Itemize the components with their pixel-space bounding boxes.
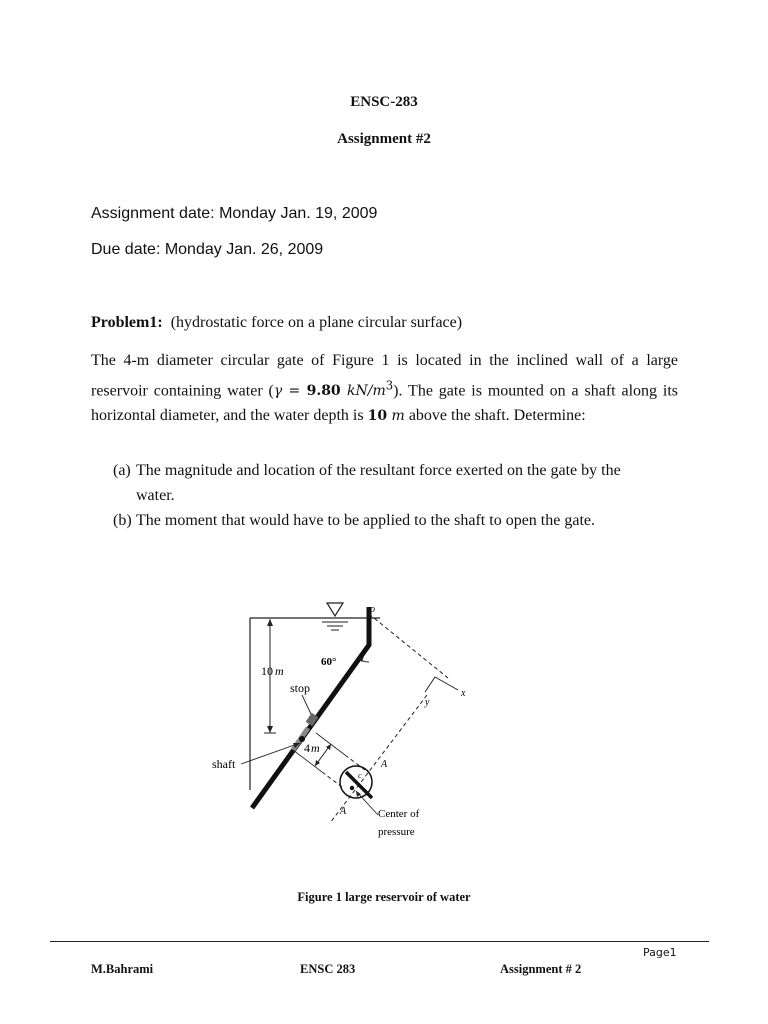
stop-block bbox=[309, 715, 315, 724]
point-a-top-label: A bbox=[381, 759, 388, 770]
axis-x-label: x bbox=[461, 688, 466, 699]
gamma-equation: γ = 9.80 $kN/m^3$ bbox=[273, 378, 394, 400]
problem-subtitle: (hydrostatic force on a plane circular surface) bbox=[170, 314, 463, 331]
footer-assignment: Assignment # 2 bbox=[500, 962, 582, 976]
shaft-label: shaft bbox=[212, 757, 236, 771]
xy-axes bbox=[425, 677, 458, 692]
depth-label: 10 m bbox=[261, 664, 284, 678]
depth-value: 10 m bbox=[367, 407, 405, 424]
due-date: Due date: Monday Jan. 26, 2009 bbox=[91, 241, 324, 258]
axis-y-label: y bbox=[425, 697, 430, 708]
question-b: (b) The moment that would have to be applied to the shaft to open the gate. bbox=[113, 509, 679, 534]
center-of-pressure-label-1: Center of bbox=[378, 808, 420, 820]
center-of-pressure-point bbox=[350, 786, 354, 790]
stop-label: stop bbox=[290, 681, 311, 695]
diameter-label: 4m bbox=[304, 741, 320, 755]
question-b-label: (b) bbox=[113, 512, 132, 529]
problem-statement: The 4-m diameter circular gate of Figure 1 is located in the inclined wall of a large reservoir containing water (γ = 9.80 $kN/m^3$). The gate is mounted on a shaft along its horizontal diameter, and the water depth is 10 m above the shaft. Determine: bbox=[91, 352, 678, 424]
origin-label: o bbox=[370, 604, 375, 615]
page-number: Page1 bbox=[643, 946, 677, 959]
problem-heading bbox=[91, 314, 462, 332]
reservoir-figure bbox=[200, 595, 490, 855]
course-code: ENSC-283 bbox=[350, 94, 418, 110]
angle-label: 60° bbox=[321, 656, 337, 668]
footer-divider bbox=[50, 941, 709, 942]
footer-course: ENSC 283 bbox=[300, 962, 356, 976]
y-axis-line bbox=[330, 695, 427, 823]
question-a: (a) The magnitude and location of the resultant force exerted on the gate by the water. bbox=[113, 459, 679, 508]
assignment-date: Assignment date: Monday Jan. 19, 2009 bbox=[91, 205, 378, 222]
assignment-title: Assignment #2 bbox=[337, 131, 431, 147]
footer-author: M.Bahrami bbox=[91, 962, 154, 976]
center-of-pressure-label-2: pressure bbox=[378, 826, 415, 838]
free-surface-icon bbox=[327, 603, 343, 616]
figure-caption: Figure 1 large reservoir of water bbox=[297, 890, 471, 904]
problem-label: Problem1: bbox=[91, 314, 163, 331]
point-a-bottom-label: A bbox=[340, 806, 347, 817]
centroid-label: c bbox=[358, 771, 362, 780]
question-a-label: (a) bbox=[113, 462, 131, 479]
